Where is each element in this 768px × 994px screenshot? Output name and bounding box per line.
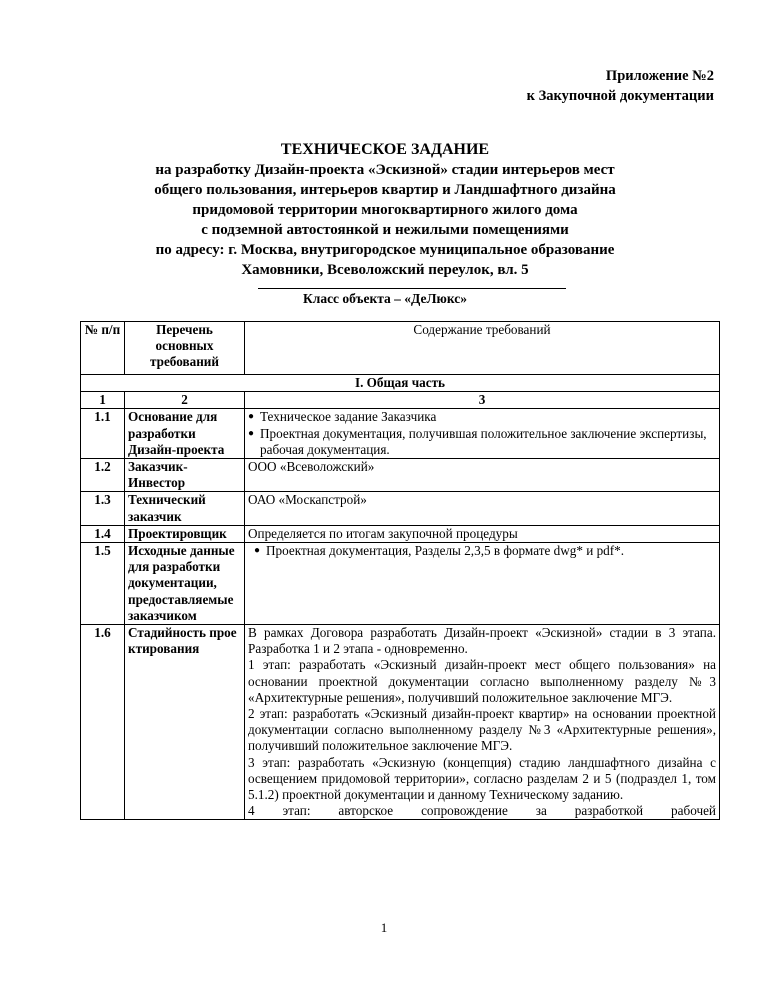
- stage-paragraph: 3 этап: разработать «Эскизную (концепция) стадию ландшафтного дизайна с освещением придомовой территории», согласно разделам 2 и 5 (подраздел 1, том 5.1.2) проектной документации и данному Техническому заданию.: [248, 754, 716, 803]
- row-name: Основание для разработки Дизайн-проекта: [125, 409, 245, 459]
- bullet-text: Проектная документация, Разделы 2,3,5 в формате dwg* и pdf*.: [266, 543, 625, 559]
- row-num: 1.2: [81, 459, 125, 492]
- table-row: [81, 543, 720, 625]
- col-number-1: 1: [81, 392, 125, 409]
- row-name: Заказчик-Инвестор: [125, 459, 245, 492]
- table-row: [81, 492, 720, 525]
- title-line-2: общего пользования, интерьеров квартир и Ландшафтного дизайна: [154, 182, 616, 198]
- col-number-2: 2: [125, 392, 245, 409]
- requirements-table: [80, 321, 720, 820]
- row-content: ОАО «Москапстрой»: [245, 492, 720, 525]
- table-row: [81, 459, 720, 492]
- row-name: Проектировщик: [125, 525, 245, 542]
- stage-paragraph: 2 этап: разработать «Эскизный дизайн-проект квартир» на основании проектной документации согласно выполненному разделу №3 «Архитектурные решения», получивший положительное заключение МГЭ.: [248, 706, 716, 754]
- bullet-icon: ●: [248, 411, 255, 423]
- row-content: [245, 409, 720, 459]
- table-row: [81, 625, 720, 820]
- header-content: Содержание требований: [245, 322, 720, 375]
- row-num: 1.6: [81, 625, 125, 820]
- appendix-header: [527, 66, 714, 106]
- column-number-row: [81, 392, 720, 409]
- title-line-6: Хамовники, Всеволожский переулок, вл. 5: [241, 262, 529, 278]
- section-title: I. Общая часть: [81, 375, 720, 392]
- row-name: Технический заказчик: [125, 492, 245, 525]
- bullet-icon: ●: [248, 427, 255, 439]
- bullet-item: [248, 543, 716, 559]
- title-line-1: на разработку Дизайн-проекта «Эскизной» стадии интерьеров мест: [155, 162, 615, 178]
- row-name: Исходные данные для разработки документации, предоставляемые заказчиком: [125, 543, 245, 625]
- object-class: Класс объекта – «ДеЛюкс»: [302, 291, 468, 306]
- stage-paragraph: 4 этап: авторское сопровождение за разработкой рабочей: [248, 803, 716, 819]
- title-line-4: с подземной автостоянкой и нежилыми помещениями: [201, 222, 569, 238]
- section-row: [81, 375, 720, 392]
- title-main: ТЕХНИЧЕСКОЕ ЗАДАНИЕ: [280, 141, 490, 158]
- title-divider: [258, 288, 566, 289]
- table-header-row: [81, 322, 720, 375]
- table-row: [81, 409, 720, 459]
- title-line-3: придомовой территории многоквартирного жилого дома: [192, 202, 578, 218]
- bullet-text: Техническое задание Заказчика: [260, 409, 437, 425]
- row-name: Стадийность проектирования: [125, 625, 245, 820]
- title-line-5: по адресу: г. Москва, внутригородское муниципальное образование: [155, 242, 615, 258]
- bullet-item: [248, 409, 716, 425]
- bullet-item: [248, 426, 716, 458]
- bullet-text: Проектная документация, получившая положительное заключение экспертизы, рабочая документация.: [260, 425, 707, 457]
- page-number: 1: [380, 920, 388, 935]
- col-number-3: 3: [245, 392, 720, 409]
- table-row: [81, 525, 720, 542]
- appendix-line-2: к Закупочной документации: [526, 88, 714, 104]
- stage-paragraph: 1 этап: разработать «Эскизный дизайн-проект мест общего пользования» на основании проектной документации согласно выполненному разделу №3 «Архитектурные решения», получивший положительное заключение МГЭ.: [248, 657, 716, 705]
- row-num: 1.3: [81, 492, 125, 525]
- row-num: 1.4: [81, 525, 125, 542]
- row-content: Определяется по итогам закупочной процедуры: [245, 525, 720, 542]
- row-content: [245, 625, 720, 820]
- appendix-line-1: Приложение №2: [605, 68, 714, 84]
- header-num: № п/п: [81, 322, 125, 375]
- document-title: [70, 140, 700, 280]
- row-num: 1.5: [81, 543, 125, 625]
- stage-paragraph: В рамках Договора разработать Дизайн-проект «Эскизной» стадии в 3 этапа. Разработка 1 и 2 этапа - одновременно.: [248, 625, 716, 657]
- row-content: ООО «Всеволожский»: [245, 459, 720, 492]
- header-name: Перечень основных требований: [125, 322, 245, 375]
- bullet-icon: ●: [254, 545, 261, 557]
- row-num: 1.1: [81, 409, 125, 459]
- row-content: [245, 543, 720, 625]
